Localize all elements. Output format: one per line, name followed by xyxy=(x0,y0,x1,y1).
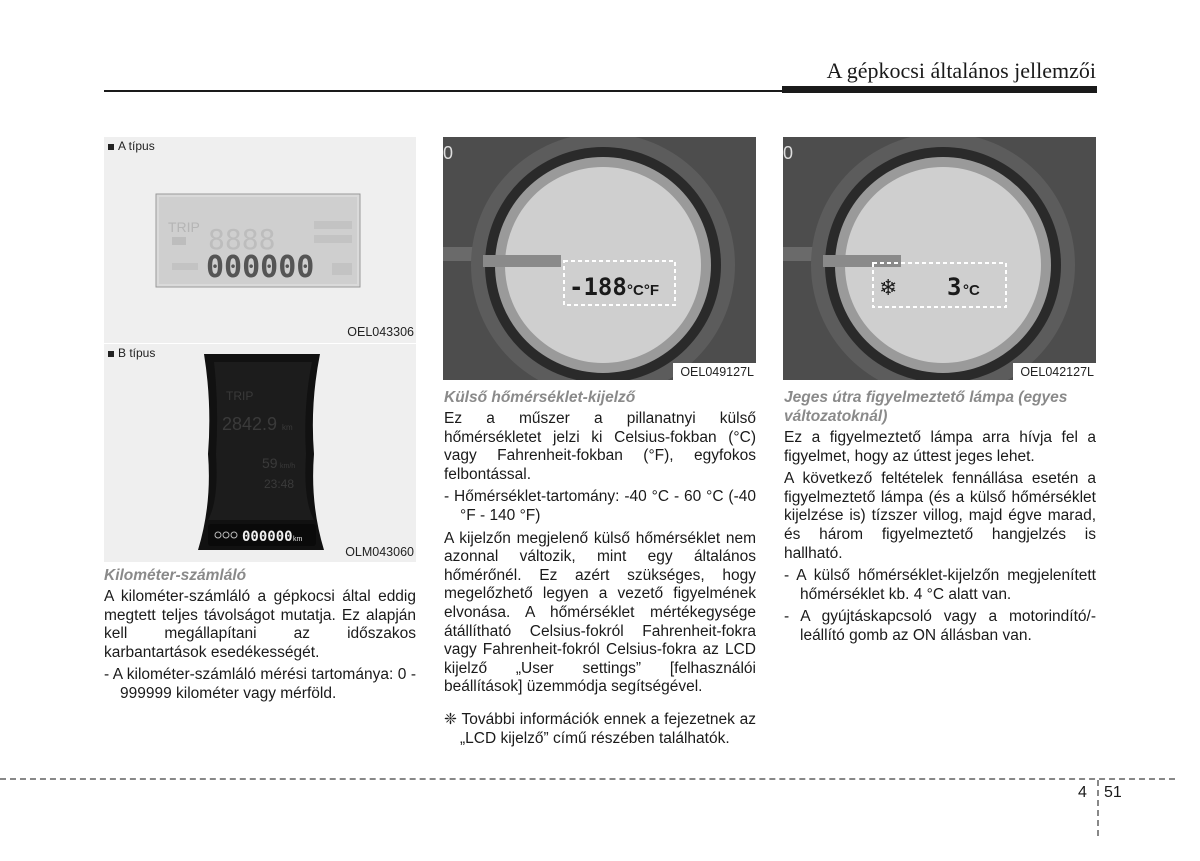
svg-text:km/h: km/h xyxy=(280,463,296,470)
figure-code: OLM043060 xyxy=(345,545,414,559)
footer-rule xyxy=(0,778,1175,780)
paragraph: Ez a műszer a pillanatnyi külső hőmérsékletet jelzi ki Celsius-fokban (°C) vagy Fahrenheit-fokban (°F), egyfokos felbontással. xyxy=(444,410,756,483)
svg-text:km: km xyxy=(282,423,293,432)
page-header-title: A gépkocsi általános jellemzői xyxy=(826,58,1096,83)
figure-code: OEL042127L xyxy=(1020,365,1094,379)
figure-type-a xyxy=(104,137,416,343)
paragraph: A következő feltételek fennállása esetén a figyelmeztető lámpa (és a külső hőmérséklet kijelzése is) tízszer villog, majd égve marad, és három figyelmeztető hangjelzés is hallható. xyxy=(784,470,1096,562)
lcd-type-a-illustration xyxy=(104,137,416,343)
section-caption: Kilométer-számláló xyxy=(104,567,247,584)
figure-type-b xyxy=(104,343,416,562)
page-number: 51 xyxy=(1104,784,1122,801)
lcd-type-b-illustration xyxy=(104,344,416,562)
svg-text:000000: 000000 xyxy=(206,250,315,285)
svg-text:km: km xyxy=(293,536,303,543)
svg-text:TRIP: TRIP xyxy=(168,219,200,235)
section-caption: Külső hőmérséklet-kijelző xyxy=(444,389,636,406)
svg-text:000000: 000000 xyxy=(242,529,293,545)
bullet-item: - A külső hőmérséklet-kijelzőn megjelenített hőmérséklet kb. 4 °C alatt van. xyxy=(784,567,1096,603)
figure-type-b-label: B típus xyxy=(108,346,155,360)
column-outside-temp xyxy=(444,388,756,752)
bullet-item: - A kilométer-számláló mérési tartománya: 0 - 999999 kilométer vagy mérföld. xyxy=(104,666,416,702)
snowflake-icon xyxy=(879,276,897,301)
figure-type-a-label: A típus xyxy=(108,139,155,153)
svg-text:0: 0 xyxy=(443,143,454,163)
bullet-item: - A gyújtáskapcsoló vagy a motorindító/-leállító gomb az ON állásban van. xyxy=(784,608,1096,644)
svg-text:2842.9: 2842.9 xyxy=(222,414,278,434)
svg-text:°C°F: °C°F xyxy=(627,282,659,299)
svg-text:°C: °C xyxy=(963,282,980,299)
column-icy-road xyxy=(784,388,1096,650)
temp-gauge-illustration xyxy=(443,137,756,380)
svg-text:8888: 8888 xyxy=(208,223,276,256)
column-odometer xyxy=(104,566,416,708)
figure-code: OEL049127L xyxy=(680,365,754,379)
header-bar xyxy=(782,86,1097,93)
paragraph: A kilométer-számláló a gépkocsi által eddig megtett teljes távolságot mutatja. Ez alapján kell megállapítani az időszakos karbantartások esedékességét. xyxy=(104,588,416,661)
note: ❈ További információk ennek a fejezetnek az „LCD kijelző” című részében találhatók. xyxy=(444,710,756,747)
footer-divider xyxy=(1097,780,1099,836)
section-caption: Jeges útra figyelmeztető lámpa (egyes változatoknál) xyxy=(784,389,1068,425)
figure-icy-road xyxy=(783,137,1096,380)
svg-text:0: 0 xyxy=(783,143,794,163)
paragraph: A kijelzőn megjelenő külső hőmérséklet nem azonnal változik, mint egy általános hőmérőnél. Ez azért szükséges, hogy megelőzhető legyen a vezető figyelmének elvonása. A hőmérséklet mértékegysége átállítható Celsius-fokról Fahrenheit-fokra vagy Fahrenheit-fokról Celsius-fokra az LCD kijelző „User settings” [felhasználói beállítások] üzemmódja segítségével. xyxy=(444,529,756,696)
svg-text:59: 59 xyxy=(262,455,278,471)
chapter-number: 4 xyxy=(1078,784,1087,801)
paragraph: Ez a figyelmeztető lámpa arra hívja fel a figyelmet, hogy az úttest jeges lehet. xyxy=(784,429,1096,465)
figure-outside-temp xyxy=(443,137,756,380)
svg-text:3: 3 xyxy=(947,273,962,301)
bullet-item: - Hőmérséklet-tartomány: -40 °C - 60 °C (-40 °F - 140 °F) xyxy=(444,488,756,524)
svg-text:TRIP: TRIP xyxy=(226,389,254,403)
icy-gauge-illustration xyxy=(783,137,1096,380)
svg-text:❄: ❄ xyxy=(879,276,898,301)
figure-code: OEL043306 xyxy=(347,325,414,339)
svg-text:23:48: 23:48 xyxy=(264,477,295,491)
svg-text:-188: -188 xyxy=(569,273,627,301)
